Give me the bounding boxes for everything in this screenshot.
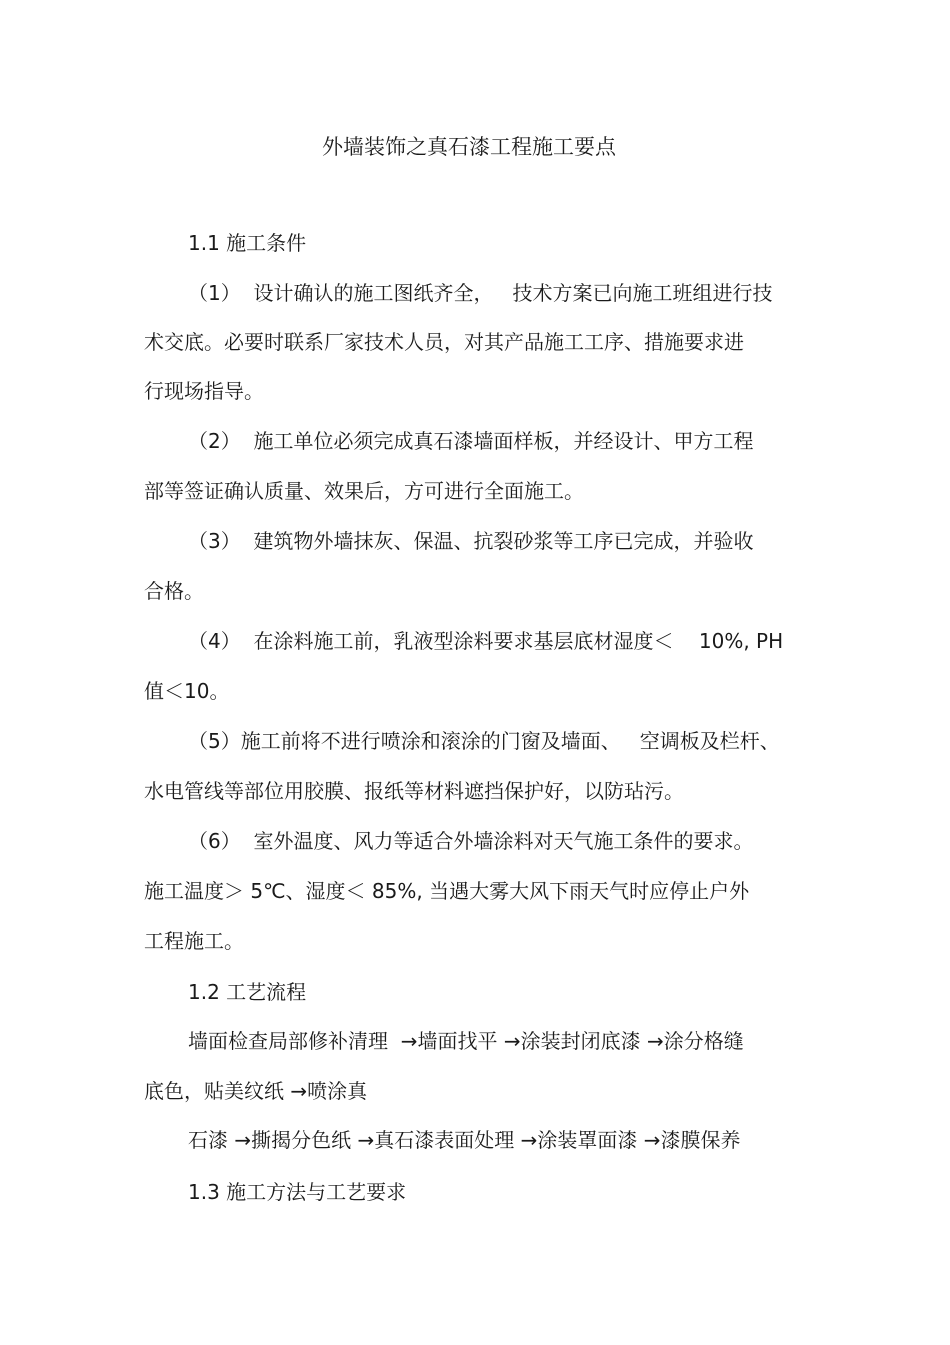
- paragraph-line: （2） 施工单位必须完成真石漆墙面样板，并经设计、甲方工程: [188, 429, 754, 453]
- section-heading: 1.2 工艺流程: [188, 980, 307, 1004]
- paragraph-line: 墙面检查局部修补清理 →墙面找平 →涂装封闭底漆 →涂分格缝: [188, 1029, 744, 1053]
- paragraph-line: （4） 在涂料施工前，乳液型涂料要求基层底材湿度＜ 10%, PH: [188, 629, 784, 653]
- paragraph-line: 底色，贴美纹纸 →喷涂真: [144, 1079, 368, 1103]
- paragraph-line: 值＜10。: [144, 679, 230, 703]
- paragraph-line: （6） 室外温度、风力等适合外墙涂料对天气施工条件的要求。: [188, 829, 754, 853]
- paragraph-line: （5）施工前将不进行喷涂和滚涂的门窗及墙面、 空调板及栏杆、: [188, 729, 780, 753]
- paragraph-line: 部等签证确认质量、效果后，方可进行全面施工。: [144, 479, 584, 503]
- section-heading: 1.3 施工方法与工艺要求: [188, 1180, 407, 1204]
- page-title: 外墙装饰之真石漆工程施工要点: [322, 135, 616, 159]
- paragraph-line: （3） 建筑物外墙抹灰、保温、抗裂砂浆等工序已完成，并验收: [188, 529, 754, 553]
- paragraph-line: 水电管线等部位用胶膜、报纸等材料遮挡保护好，以防玷污。: [144, 779, 684, 803]
- paragraph-line: （1） 设计确认的施工图纸齐全， 技术方案已向施工班组进行技: [188, 281, 773, 305]
- paragraph-line: 术交底。必要时联系厂家技术人员，对其产品施工工序、措施要求进: [144, 330, 744, 354]
- paragraph-line: 合格。: [144, 579, 204, 603]
- paragraph-line: 施工温度＞ 5℃、湿度＜ 85%, 当遇大雾大风下雨天气时应停止户外: [144, 879, 750, 903]
- paragraph-line: 工程施工。: [144, 929, 244, 953]
- paragraph-line: 行现场指导。: [144, 379, 264, 403]
- section-heading: 1.1 施工条件: [188, 231, 307, 255]
- paragraph-line: 石漆 →撕揭分色纸 →真石漆表面处理 →涂装罩面漆 →漆膜保养: [188, 1128, 741, 1152]
